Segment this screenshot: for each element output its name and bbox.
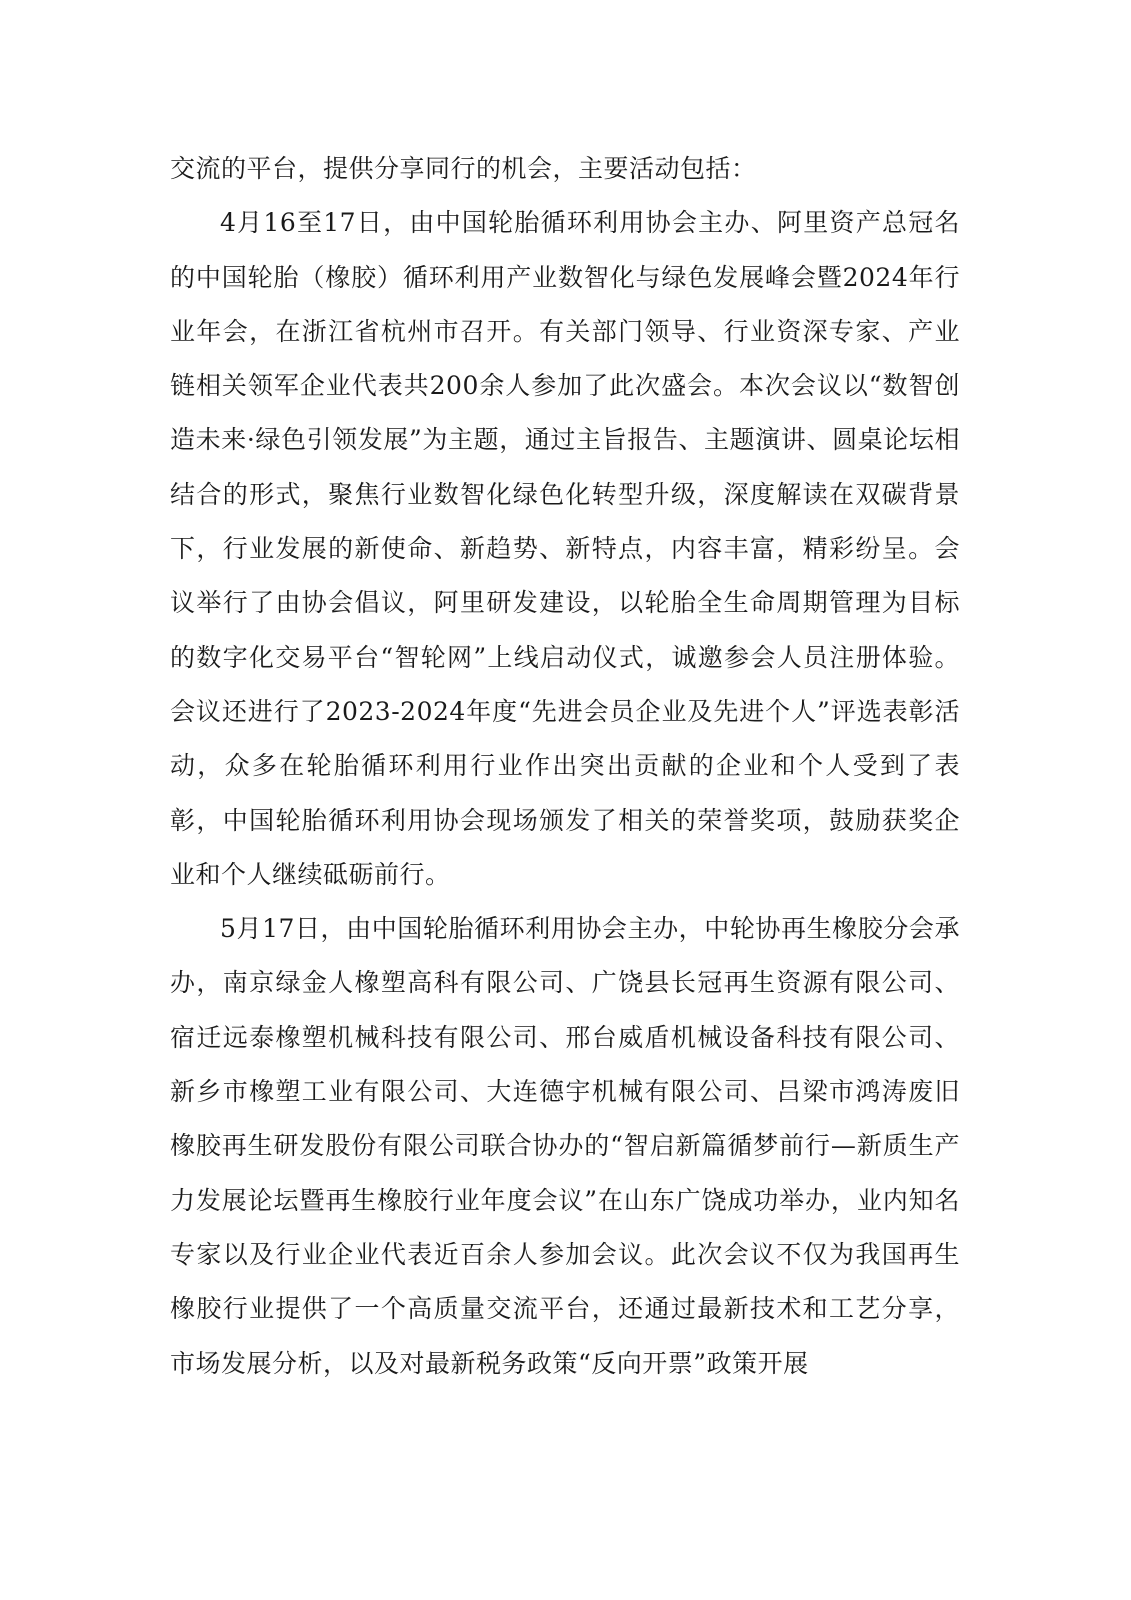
paragraph-annual-meeting: 4月16至17日，由中国轮胎循环利用协会主办、阿里资产总冠名的中国轮胎（橡胶）循环利用产业数智化与绿色发展峰会暨2024年行业年会，在浙江省杭州市召开。有关部门领导、行业资深专家、产业链相关领军企业代表共200余人参加了此次盛会。本次会议以“数智创造未来·绿色引领发展”为主题，通过主旨报告、主题演讲、圆桌论坛相结合的形式，聚焦行业数智化绿色化转型升级，深度解读在双碳背景下，行业发展的新使命、新趋势、新特点，内容丰富，精彩纷呈。会议举行了由协会倡议，阿里研发建设，以轮胎全生命周期管理为目标的数字化交易平台“智轮网”上线启动仪式，诚邀参会人员注册体验。会议还进行了2023-2024年度“先进会员企业及先进个人”评选表彰活动，众多在轮胎循环利用行业作出突出贡献的企业和个人受到了表彰，中国轮胎循环利用协会现场颁发了相关的荣誉奖项，鼓励获奖企业和个人继续砥砺前行。 — [170, 208, 960, 889]
paragraph-continuation: 交流的平台，提供分享同行的机会，主要活动包括： — [170, 154, 757, 183]
document-body — [170, 142, 960, 1391]
paragraph-reclaimed-rubber-forum: 5月17日，由中国轮胎循环利用协会主办，中轮协再生橡胶分会承办，南京绿金人橡塑高科有限公司、广饶县长冠再生资源有限公司、宿迁远泰橡塑机械科技有限公司、邢台威盾机械设备科技有限公司、新乡市橡塑工业有限公司、大连德宇机械有限公司、吕梁市鸿涛废旧橡胶再生研发股份有限公司联合协办的“智启新篇循梦前行—新质生产力发展论坛暨再生橡胶行业年度会议”在山东广饶成功举办，业内知名专家以及行业企业代表近百余人参加会议。此次会议不仅为我国再生橡胶行业提供了一个高质量交流平台，还通过最新技术和工艺分享，市场发展分析，以及对最新税务政策“反向开票”政策开展 — [170, 914, 960, 1378]
